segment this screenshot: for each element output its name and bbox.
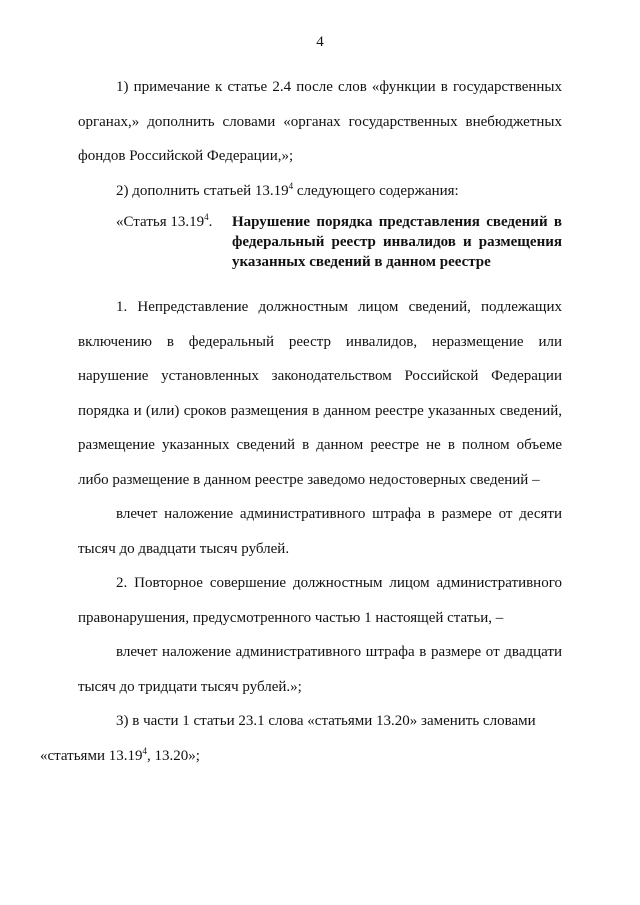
article-label-superscript: 4: [204, 212, 209, 222]
clause-2-penalty: влечет наложение административного штрафа в размере от двадцати тысяч до тридцати тысяч рублей.»;: [78, 644, 562, 695]
document-body: [40, 70, 562, 773]
paragraph-3-tail: , 13.20»;: [146, 747, 200, 764]
paragraph-2-text: 2) дополнить статьей 13.19: [116, 182, 289, 199]
paragraph-3: [40, 704, 562, 773]
paragraph-2-superscript: 4: [288, 180, 294, 191]
article-label: [78, 212, 232, 272]
clause-1: 1. Непредставление должностным лицом сведений, подлежащих включению в федеральный реестр инвалидов, неразмещение или нарушение установленных законодательством Российской Федерации порядка и (или) сроков размещения в данном реестре указанных сведений, размещение указанных сведений в данном реестре не в полном объеме либо размещение в данном реестре заведомо недостоверных сведений –: [78, 299, 562, 488]
paragraph-3-text: «статьями 13.19: [40, 747, 143, 764]
paragraph-3-line1: 3) в части 1 статьи 23.1 слова «статьями 13.20» заменить словами: [116, 713, 536, 729]
paragraph-1: 1) примечание к статье 2.4 после слов «функции в государственных органах,» дополнить словами «органах государственных внебюджетных фондов Российской Федерации,»;: [78, 79, 562, 164]
paragraph-3-line2: [40, 745, 200, 764]
paragraph-3-superscript: 4: [142, 745, 147, 756]
article-title: Нарушение порядка представления сведений в федеральный реестр инвалидов и размещения указанных сведений в данном реестре: [232, 214, 562, 270]
paragraph-2-tail: следующего содержания:: [293, 182, 459, 199]
article-label-dot: .: [208, 214, 213, 230]
article-heading: [78, 212, 562, 272]
clause-1-penalty: влечет наложение административного штрафа в размере от десяти тысяч до двадцати тысяч рублей.: [78, 506, 562, 557]
page-number: 4: [316, 34, 324, 50]
paragraph-2: [78, 174, 562, 209]
article-label-text: «Статья 13.19: [116, 214, 205, 230]
clause-2: 2. Повторное совершение должностным лицом административного правонарушения, предусмотренного частью 1 настоящей статьи, –: [78, 575, 562, 626]
